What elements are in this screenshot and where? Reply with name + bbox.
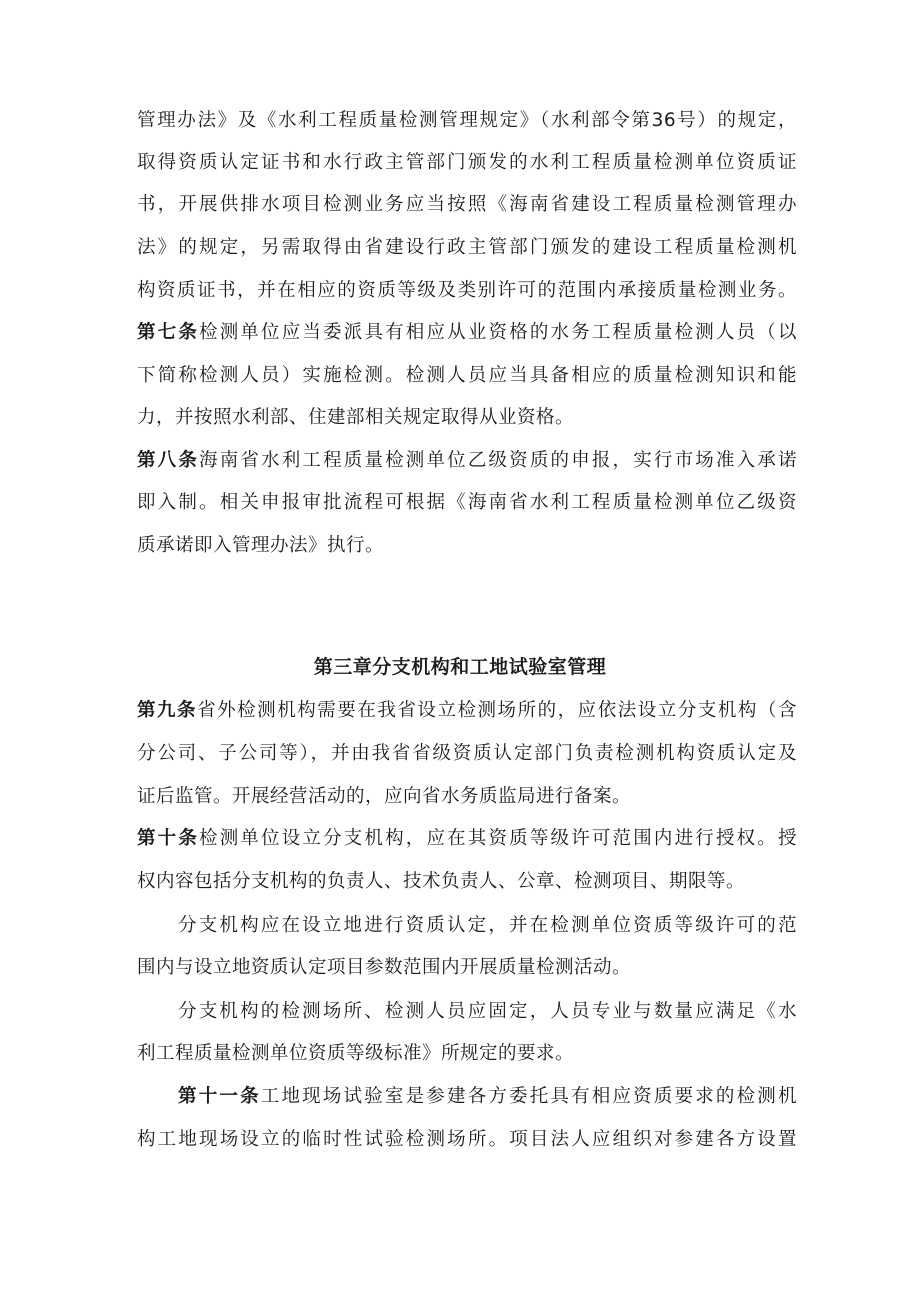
text-line: 证后监管。开展经营活动的，应向省水务质监局进行备案。 (137, 786, 632, 807)
text-line: 构资质证书，并在相应的资质等级及类别许可的范围内承接质量检测业务。 (137, 280, 797, 301)
chapter-title: 第三章分支机构和工地试验室管理 (313, 656, 607, 678)
text-line: 利工程质量检测单位资质等级标准》所规定的要求。 (137, 1043, 575, 1064)
text-line: 法》的规定，另需取得由省建设行政主管部门颁发的建设工程质量检测机 (137, 237, 797, 258)
text-line: 分公司、子公司等），并由我省省级资质认定部门负责检测机构资质认定及 (137, 743, 797, 764)
article-label: 第十条 (137, 828, 200, 849)
text-line: 构工地现场设立的临时性试验检测场所。项目法人应组织对参建各方设置 (137, 1129, 797, 1150)
article-text: 海南省水利工程质量检测单位乙级资质的申报，实行市场准入承诺 (199, 450, 797, 471)
article-label: 第七条 (137, 322, 200, 343)
text-line: 分支机构的检测场所、检测人员应固定，人员专业与数量应满足《水 (178, 1001, 797, 1022)
article-label: 第九条 (137, 700, 198, 721)
article-text: 检测单位应当委派具有相应从业资格的水务工程质量检测人员（以 (199, 322, 797, 343)
text-line: 权内容包括分支机构的负责人、技术负责人、公章、检测项目、期限等。 (137, 871, 746, 892)
article-10-line-1 (137, 827, 797, 851)
text-line: 分支机构应在设立地进行资质认定，并在检测单位资质等级许可的范 (178, 915, 797, 936)
article-text: 省外检测机构需要在我省设立检测场所的，应依法设立分支机构（含 (197, 700, 797, 721)
article-8-line-1 (137, 449, 797, 473)
text-line: 力，并按照水利部、住建部相关规定取得从业资格。 (137, 407, 575, 428)
article-9-line-1 (137, 699, 797, 723)
text-line: 即入制。相关申报审批流程可根据《海南省水利工程质量检测单位乙级资 (137, 492, 797, 513)
text-line: 下简称检测人员）实施检测。检测人员应当具备相应的质量检测知识和能 (137, 365, 797, 386)
text-line: 管理办法》及《水利工程质量检测管理规定》（水利部令第36号）的规定， (137, 110, 797, 131)
article-text: 检测单位设立分支机构，应在其资质等级许可范围内进行授权。授 (199, 828, 797, 849)
article-11-line-1 (178, 1085, 797, 1109)
text-line: 取得资质认定证书和水行政主管部门颁发的水利工程质量检测单位资质证 (137, 152, 797, 173)
article-label: 第十一条 (178, 1086, 261, 1107)
article-7-line-1 (137, 321, 797, 345)
article-label: 第八条 (137, 450, 200, 471)
text-line: 质承诺即入管理办法》执行。 (137, 535, 385, 556)
text-line: 书，开展供排水项目检测业务应当按照《海南省建设工程质量检测管理办 (137, 194, 797, 215)
article-text: 工地现场试验室是参建各方委托具有相应资质要求的检测机 (260, 1086, 797, 1107)
text-line: 围内与设立地资质认定项目参数范围内开展质量检测活动。 (137, 957, 632, 978)
